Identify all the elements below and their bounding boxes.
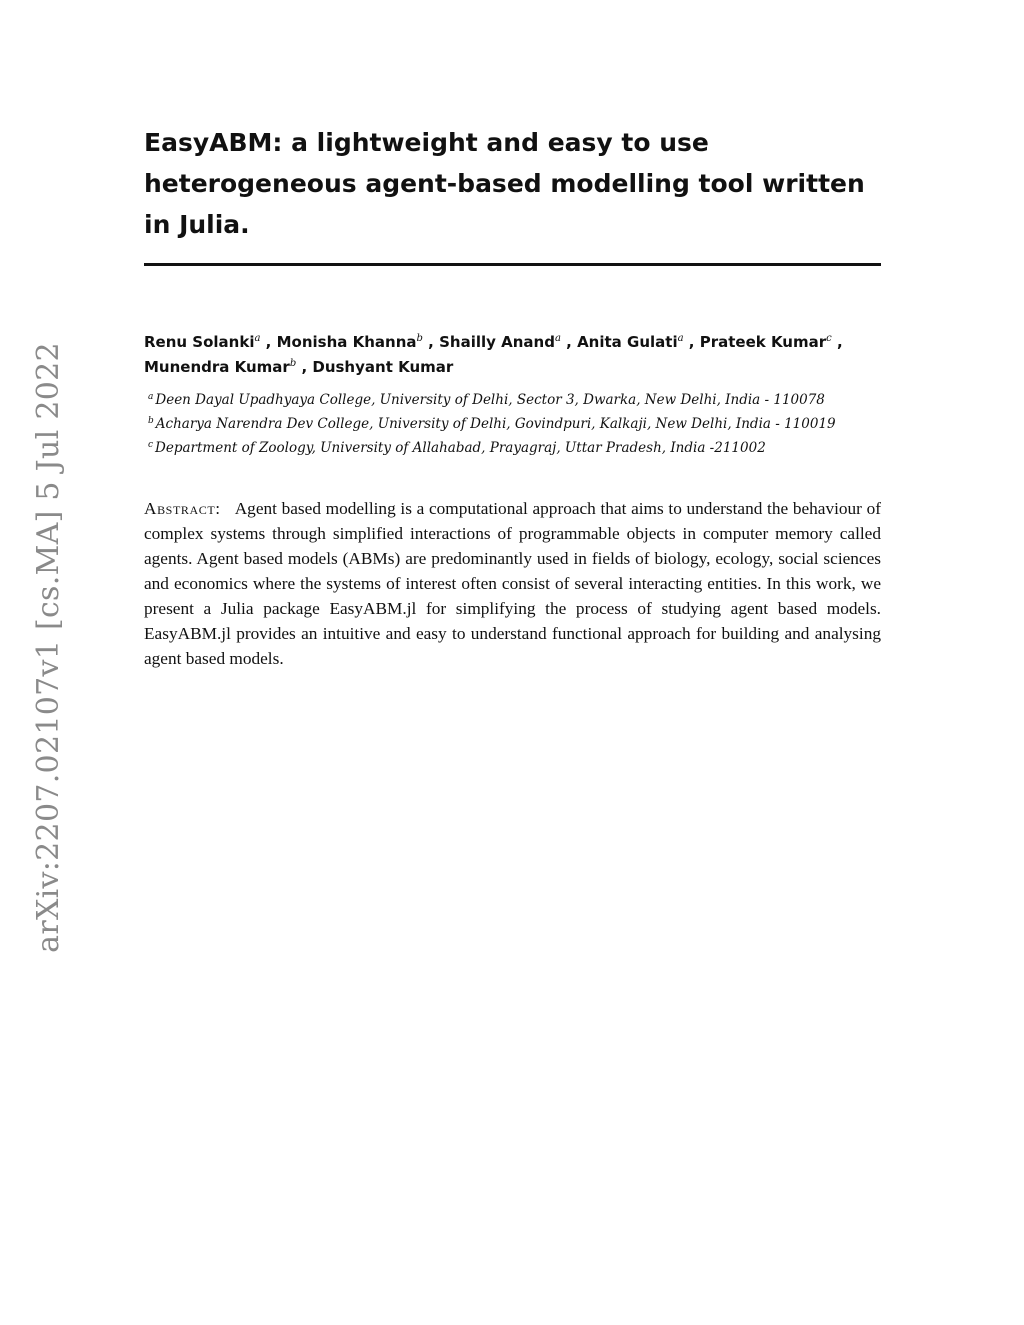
author-affiliation-mark: b [289,358,297,369]
author-name: Prateek Kumar [699,333,827,351]
affiliation-text: Deen Dayal Upadhyaya College, University of Delhi, Sector 3, Dwarka, New Delhi, India - 110078 [155,392,825,408]
author-name: Monisha Khanna [276,333,417,351]
arxiv-identifier-text: arXiv:2207.02107v1 [cs.MA] 5 Jul 2022 [30,342,66,953]
abstract-label: Abstract: [144,499,221,518]
author-affiliation-mark: a [554,333,561,344]
abstract [144,496,881,671]
affiliation-list [148,388,888,460]
author-name: Renu Solanki [144,333,255,351]
author-affiliation-mark: a [254,333,261,344]
author-affiliation-mark: c [826,333,832,344]
affiliation-mark: b [148,416,154,426]
abstract-text: Agent based modelling is a computational approach that aims to understand the behaviour of complex systems through simplified interactions of programmable objects in computer memory called agents. Agent based models (ABMs) are predominantly used in fields of biology, ecology, social sciences and economics where the systems of interest often consist of several interacting entities. In this work, we present a Julia package EasyABM.jl for simplifying the process of studying agent based models. EasyABM.jl provides an intuitive and easy to understand functional approach for building and analysing agent based models. [144,499,881,668]
affiliation-item [148,388,888,412]
affiliation-mark: c [148,440,154,450]
author-name: Anita Gulati [577,333,678,351]
affiliation-item [148,436,888,460]
author-name: Munendra Kumar [144,358,290,376]
author-affiliation-mark: a [677,333,684,344]
author-name: Dushyant Kumar [312,358,454,376]
affiliation-text: Acharya Narendra Dev College, University of Delhi, Govindpuri, Kalkaji, New Delhi, India - 110019 [155,416,836,432]
arxiv-identifier-stamp [26,342,70,953]
paper-title: EasyABM: a lightweight and easy to use heterogeneous agent-based modelling tool written in Julia. [144,128,865,239]
affiliation-item [148,412,888,436]
title-divider [144,263,881,266]
affiliation-mark: a [148,392,154,402]
author-name: Shailly Anand [439,333,555,351]
author-list: Renu Solanki$^a$ , Monisha Khanna$^b$ , Shailly Anand$^a$ , Anita Gulati$^a$ , Prateek Kumar$^c$ , Munendra Kumar$^b$ , Dushyant Kumar [144,333,843,376]
affiliation-text: Department of Zoology, University of Allahabad, Prayagraj, Uttar Pradesh, India -211002 [155,440,766,456]
author-affiliation-mark: b [416,333,423,344]
